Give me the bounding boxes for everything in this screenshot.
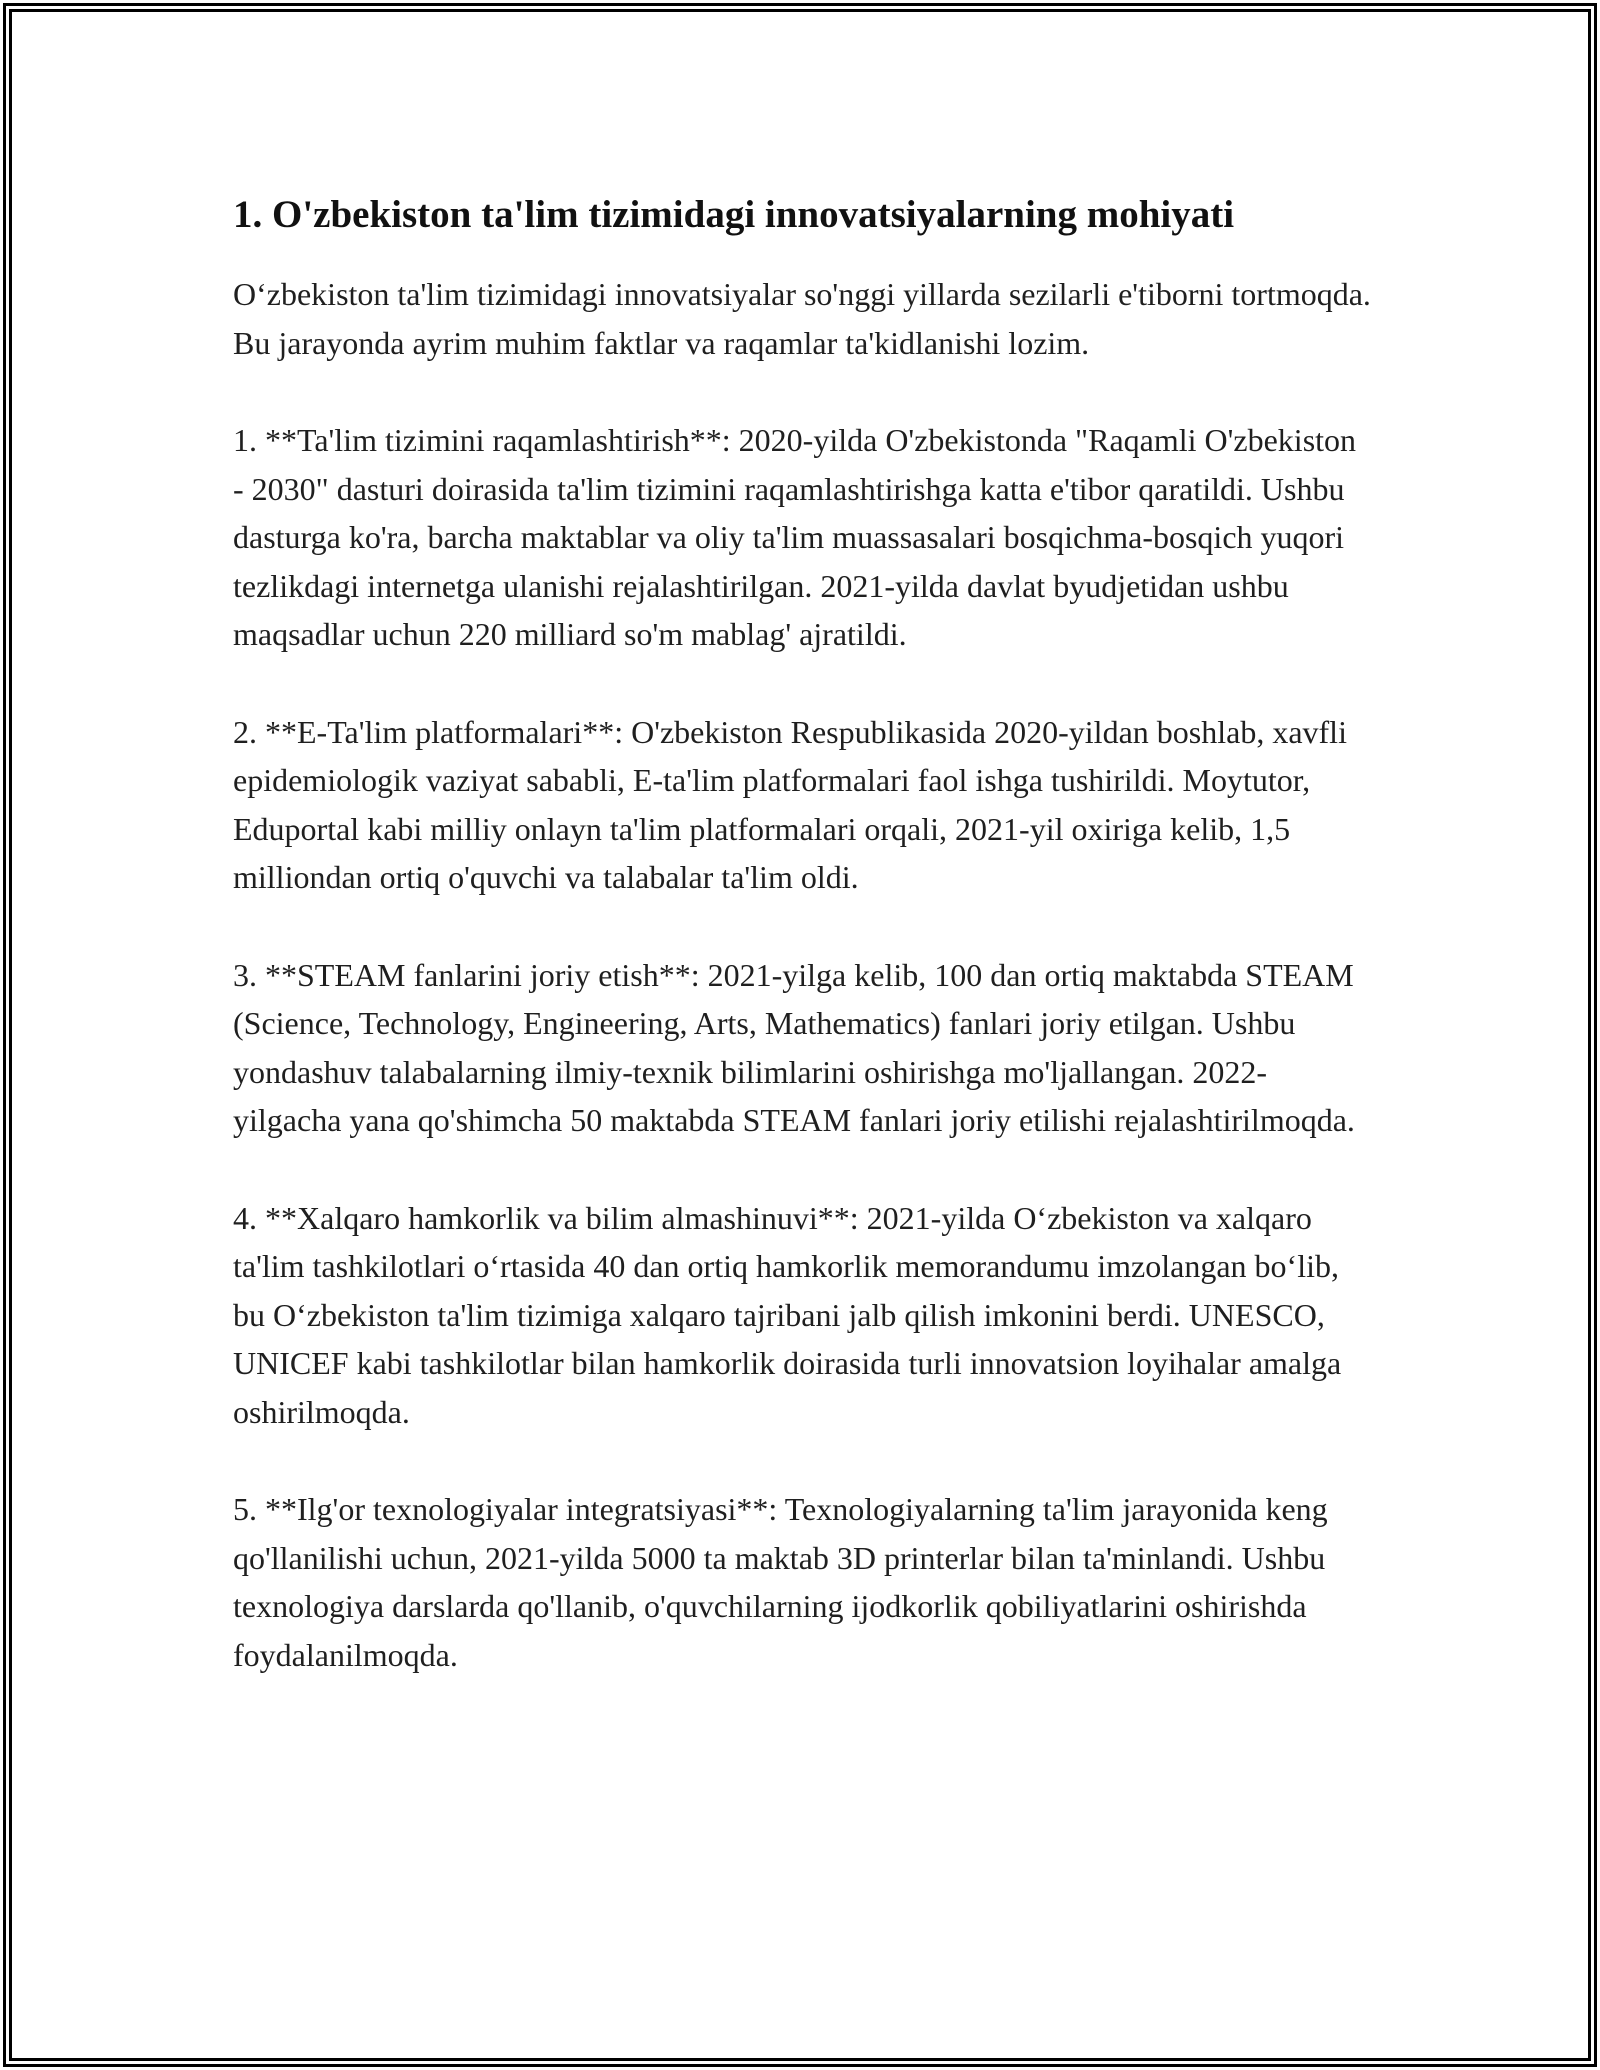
intro-paragraph: O‘zbekiston ta'lim tizimidagi innovatsiyalar so'nggi yillarda sezilarli e'tiborni tortmoqda. Bu jarayonda ayrim muhim faktlar va raqamlar ta'kidlanishi lozim. — [233, 276, 1371, 361]
document-body — [233, 188, 1373, 1728]
list-item-technology-integration: 5. **Ilg'or texnologiyalar integratsiyasi**: Texnologiyalarning ta'lim jarayonida keng qo'llanilishi uchun, 2021-yilda 5000 ta maktab 3D printerlar bilan ta'minlandi. Ushbu texnologiya darslarda qo'llanib, o'quvchilarning ijodkorlik qobiliyatlarini oshirishda foydalanilmoqda. — [233, 1491, 1328, 1673]
list-item-steam: 3. **STEAM fanlarini joriy etish**: 2021-yilga kelib, 100 dan ortiq maktabda STEAM (Science, Technology, Engineering, Arts, Mathematics) fanlari joriy etilgan. Ushbu yondashuv talabalarning ilmiy-texnik bilimlarini oshirishga mo'ljallangan. 2022-yilgacha yana qo'shimcha 50 maktabda STEAM fanlari joriy etilishi rejalashtirilmoqda. — [233, 956, 1355, 1138]
document-title: 1. O'zbekiston ta'lim tizimidagi innovatsiyalarning mohiyati — [233, 193, 1235, 236]
list-item-international-cooperation: 4. **Xalqaro hamkorlik va bilim almashinuvi**: 2021-yilda O‘zbekiston va xalqaro ta'lim tashkilotlari o‘rtasida 40 dan ortiq hamkorlik memorandumu imzolangan bo‘lib, bu O‘zbekiston ta'lim tizimiga xalqaro tajribani jalb qilish imkonini berdi. UNESCO, UNICEF kabi tashkilotlar bilan hamkorlik doirasida turli innovatsion loyihalar amalga oshirilmoqda. — [233, 1199, 1342, 1430]
list-item-e-learning: 2. **E-Ta'lim platformalari**: O'zbekiston Respublikasida 2020-yildan boshlab, xavfli epidemiologik vaziyat sababli, E-ta'lim platformalari faol ishga tushirildi. Moytutor, Eduportal kabi milliy onlayn ta'lim platformalari orqali, 2021-yil oxiriga kelib, 1,5 milliondan ortiq o'quvchi va talabalar ta'lim oldi. — [233, 713, 1347, 895]
list-item-digitalization: 1. **Ta'lim tizimini raqamlashtirish**: 2020-yilda O'zbekistonda "Raqamli O'zbekiston - 2030" dasturi doirasida ta'lim tizimini raqamlashtirishga katta e'tibor qaratildi. Ushbu dasturga ko'ra, barcha maktablar va oliy ta'lim muassasalari bosqichma-bosqich yuqori tezlikdagi internetga ulanishi rejalashtirilgan. 2021-yilda davlat byudjetidan ushbu maqsadlar uchun 220 milliard so'm mablag' ajratildi. — [233, 422, 1357, 652]
